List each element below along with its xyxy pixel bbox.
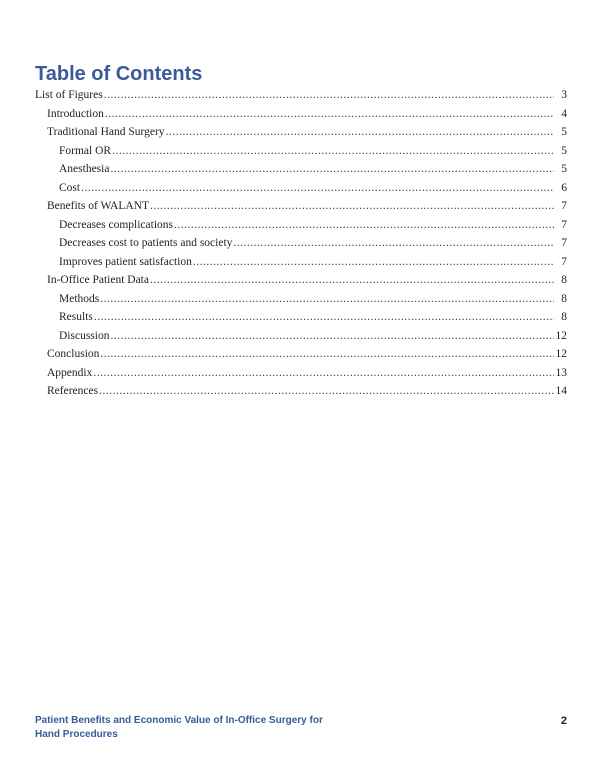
toc-title: Table of Contents xyxy=(35,63,203,85)
toc-entry-label: Discussion xyxy=(59,329,110,342)
toc-entry-results[interactable] xyxy=(0,308,600,327)
toc-leader-dots xyxy=(166,123,554,142)
toc-list xyxy=(0,86,600,401)
toc-entry-label: Traditional Hand Surgery xyxy=(47,126,165,138)
toc-entry-page: 8 xyxy=(561,292,567,305)
toc-entry-label: Appendix xyxy=(47,366,93,379)
toc-entry-decreases-complications[interactable] xyxy=(0,216,600,235)
toc-entry-page: 7 xyxy=(561,237,567,249)
toc-entry-label: Decreases cost to patients and society xyxy=(59,237,233,249)
toc-leader-dots xyxy=(104,86,554,105)
footer-page-number: 2 xyxy=(560,715,567,727)
toc-entry-page: 12 xyxy=(555,348,567,360)
toc-leader-dots xyxy=(150,197,554,216)
footer-document-title: Patient Benefits and Economic Value of In-Office Surgery for Hand Procedures xyxy=(35,715,323,740)
toc-entry-page: 8 xyxy=(561,311,567,323)
toc-entry-page: 3 xyxy=(561,89,567,101)
toc-leader-dots xyxy=(99,382,554,401)
toc-entry-in-office-patient-data[interactable] xyxy=(0,271,600,290)
toc-entry-improves-patient-satisfaction[interactable] xyxy=(0,253,600,272)
toc-leader-dots xyxy=(112,142,554,161)
toc-entry-label: Methods xyxy=(59,292,100,305)
toc-entry-label: Improves patient satisfaction xyxy=(59,255,192,268)
toc-entry-appendix[interactable] xyxy=(0,364,600,383)
toc-entry-page: 7 xyxy=(561,218,567,231)
toc-entry-label: References xyxy=(47,385,99,397)
toc-entry-anesthesia[interactable] xyxy=(0,160,600,179)
toc-entry-label: Introduction xyxy=(47,107,104,120)
toc-entry-cost[interactable] xyxy=(0,179,600,198)
toc-entry-page: 14 xyxy=(555,385,567,397)
toc-entry-label: Results xyxy=(59,311,93,323)
toc-entry-decreases-cost[interactable] xyxy=(0,234,600,253)
toc-entry-label: Decreases complications xyxy=(59,218,173,231)
toc-leader-dots xyxy=(93,364,554,383)
toc-entry-benefits-of-walant[interactable] xyxy=(0,197,600,216)
toc-entry-list-of-figures[interactable] xyxy=(0,86,600,105)
toc-entry-discussion[interactable] xyxy=(0,327,600,346)
toc-entry-page: 6 xyxy=(561,181,567,194)
toc-entry-page: 7 xyxy=(561,200,567,212)
toc-entry-conclusion[interactable] xyxy=(0,345,600,364)
toc-entry-label: List of Figures xyxy=(35,89,103,101)
toc-entry-label: Benefits of WALANT xyxy=(47,200,149,212)
toc-entry-methods[interactable] xyxy=(0,290,600,309)
toc-entry-page: 12 xyxy=(555,329,567,342)
toc-entry-traditional-hand-surgery[interactable] xyxy=(0,123,600,142)
toc-entry-formal-or[interactable] xyxy=(0,142,600,161)
toc-leader-dots xyxy=(100,345,554,364)
toc-entry-introduction[interactable] xyxy=(0,105,600,124)
toc-leader-dots xyxy=(100,290,554,309)
toc-entry-references[interactable] xyxy=(0,382,600,401)
toc-entry-label: Anesthesia xyxy=(59,163,110,175)
toc-entry-page: 5 xyxy=(561,144,567,157)
toc-leader-dots xyxy=(105,105,554,124)
toc-entry-label: Formal OR xyxy=(59,144,112,157)
toc-entry-page: 5 xyxy=(561,163,567,175)
toc-entry-page: 4 xyxy=(561,107,567,120)
toc-entry-page: 7 xyxy=(561,255,567,268)
toc-leader-dots xyxy=(94,308,554,327)
toc-leader-dots xyxy=(150,271,554,290)
toc-leader-dots xyxy=(174,216,554,235)
toc-leader-dots xyxy=(81,179,554,198)
toc-entry-page: 8 xyxy=(561,274,567,286)
toc-entry-page: 13 xyxy=(555,366,567,379)
toc-entry-label: Conclusion xyxy=(47,348,100,360)
toc-leader-dots xyxy=(110,327,554,346)
toc-leader-dots xyxy=(110,160,554,179)
toc-leader-dots xyxy=(193,253,554,272)
page-footer xyxy=(35,714,567,742)
toc-entry-label: In-Office Patient Data xyxy=(47,274,149,286)
toc-entry-label: Cost xyxy=(59,181,81,194)
toc-leader-dots xyxy=(233,234,554,253)
toc-entry-page: 5 xyxy=(561,126,567,138)
